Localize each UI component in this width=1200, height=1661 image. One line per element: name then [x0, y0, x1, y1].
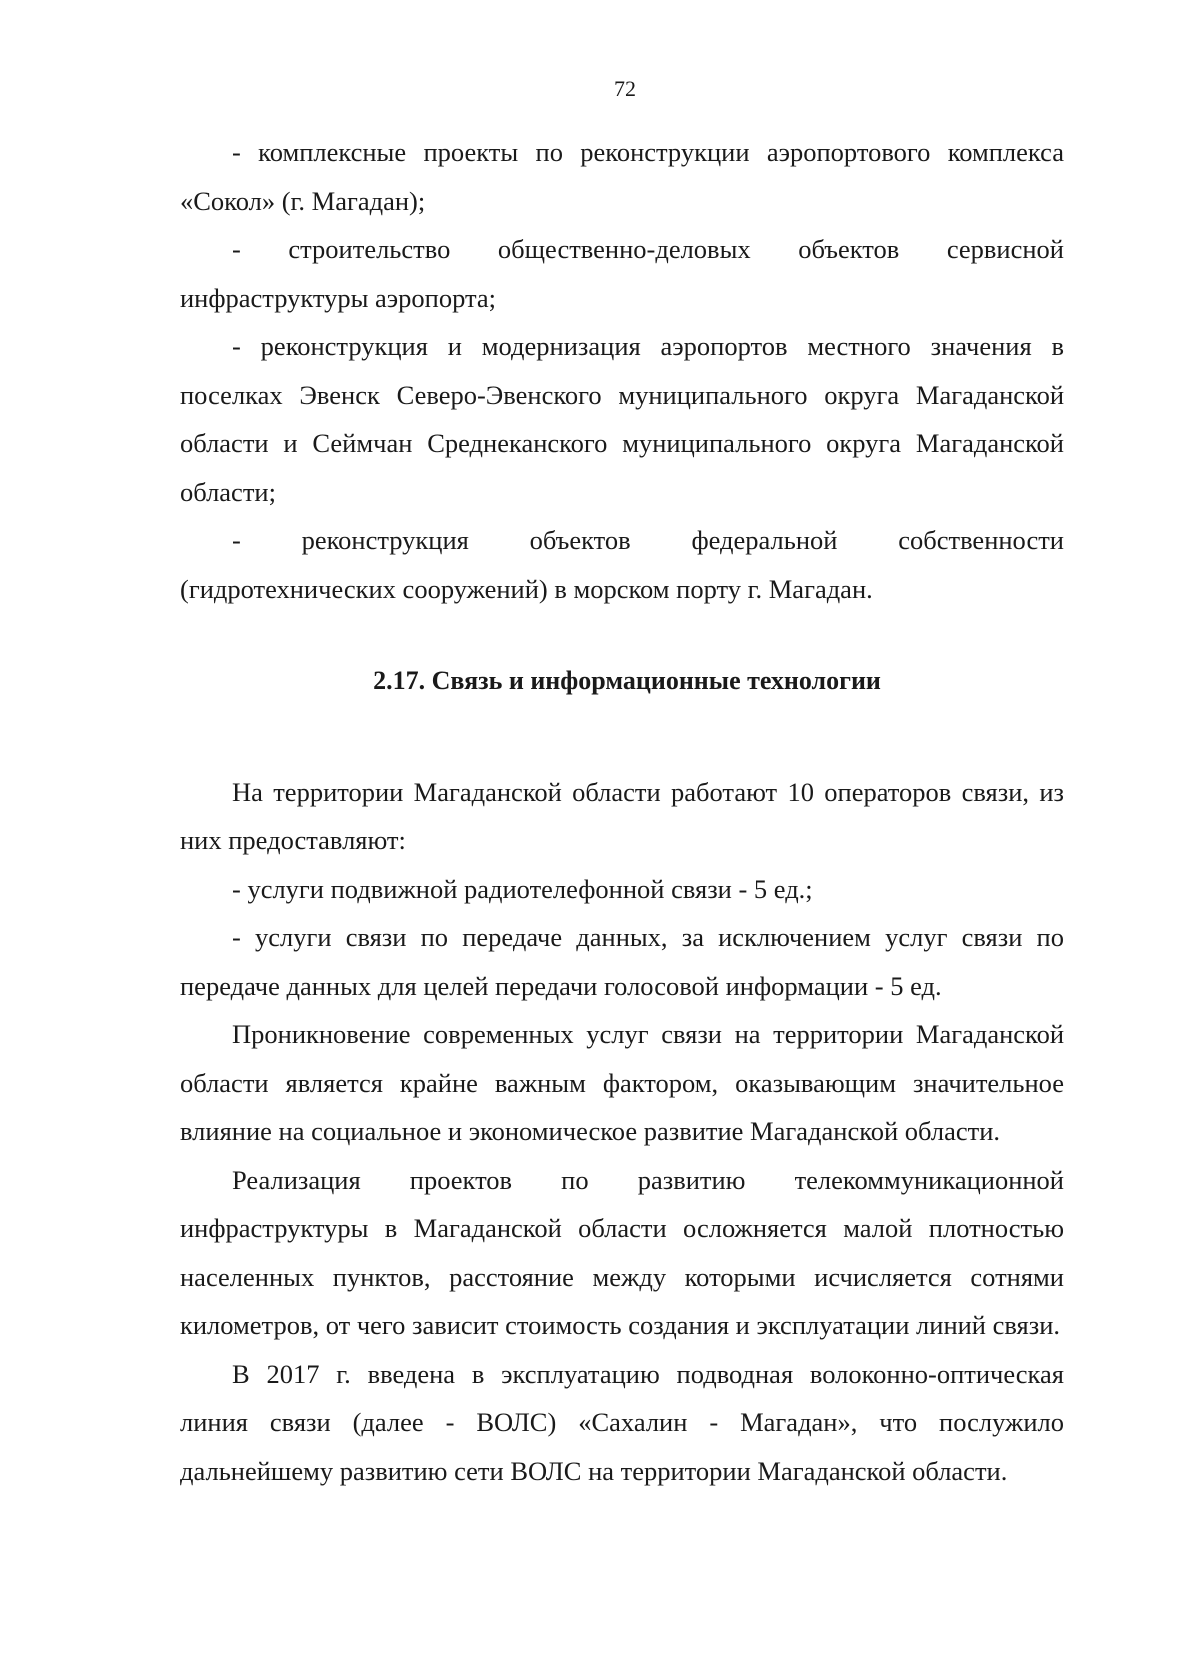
paragraph-local-airports: - реконструкция и модернизация аэропортов местного значения в поселках Эвенск Северо-Эвенского муниципального округа Магаданской области и Сеймчан Среднеканского муниципального округа Магаданской области; [180, 331, 1064, 507]
section-heading: 2.17. Связь и информационные технологии [373, 666, 881, 695]
paragraph-penetration: Проникновение современных услуг связи на территории Магаданской области является крайне важным фактором, оказывающим значительное влияние на социальное и экономическое развитие Магаданской области. [180, 1019, 1064, 1146]
paragraph-airport-infrastructure: - строительство общественно-деловых объектов сервисной инфраструктуры аэропорта; [180, 234, 1064, 313]
paragraph-data-services: - услуги связи по передаче данных, за исключением услуг связи по передаче данных для целей передачи голосовой информации - 5 ед. [180, 922, 1064, 1001]
document-body [180, 128, 1064, 1495]
paragraph-fiber-line: В 2017 г. введена в эксплуатацию подводная волоконно-оптическая линия связи (далее - ВОЛС) «Сахалин - Магадан», что послужило дальнейшему развитию сети ВОЛС на территории Магаданской области. [180, 1358, 1064, 1486]
paragraph-airport-complex: - комплексные проекты по реконструкции аэропортового комплекса «Сокол» (г. Магадан); [180, 137, 1064, 216]
paragraph-telecom-projects: Реализация проектов по развитию телекоммуникационной инфраструктуры в Магаданской области осложняется малой плотностью населенных пунктов, расстояние между которыми исчисляется сотнями километров, от чего зависит стоимость создания и эксплуатации линий связи. [180, 1164, 1064, 1340]
page-number: 72 [614, 76, 636, 101]
paragraph-seaport: - реконструкция объектов федеральной собственности (гидротехнических сооружений) в морском порту г. Магадан. [180, 525, 1064, 604]
paragraph-mobile-services: - услуги подвижной радиотелефонной связи - 5 ед.; [232, 873, 813, 904]
paragraph-operators: На территории Магаданской области работают 10 операторов связи, из них предоставляют: [180, 776, 1064, 855]
